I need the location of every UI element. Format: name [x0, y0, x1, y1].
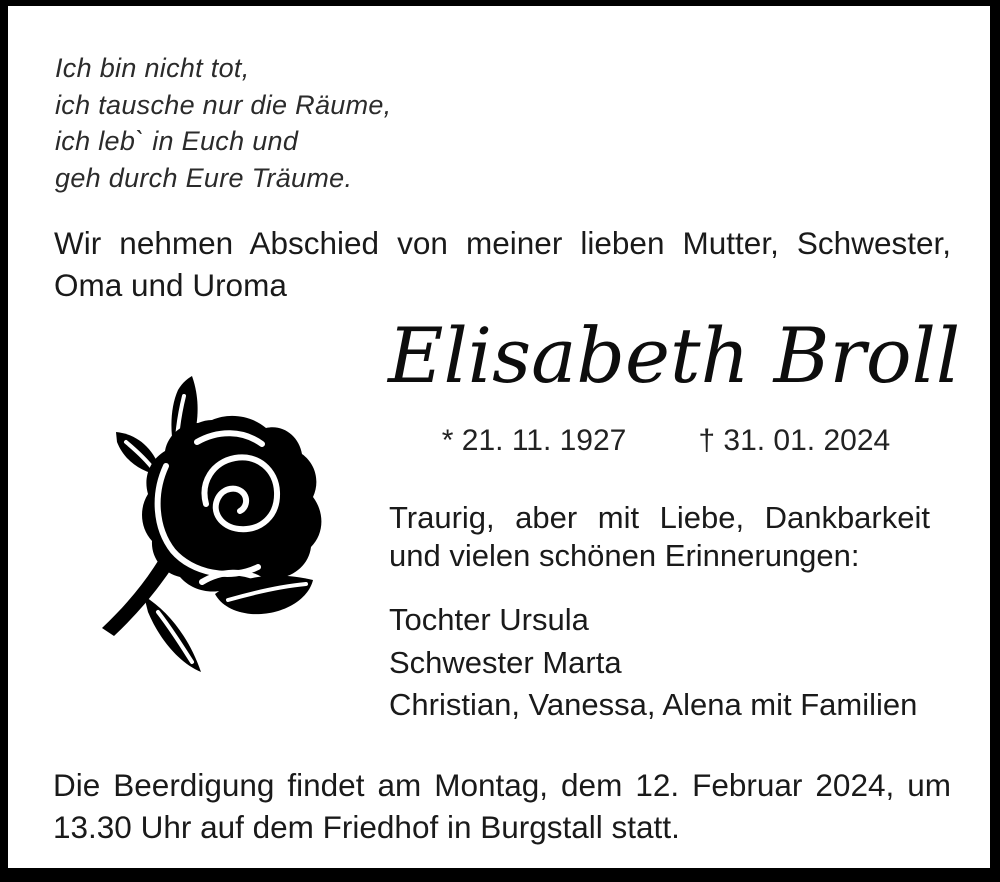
- poem-line: geh durch Eure Träume.: [55, 162, 353, 193]
- tribute-line: und vielen schönen Erinnerungen:: [389, 537, 860, 573]
- poem-line: Ich bin nicht tot,: [55, 53, 250, 83]
- funeral-line: 13.30 Uhr auf dem Friedhof in Burgstall statt.: [53, 809, 680, 845]
- poem-line: ich leb` in Euch und: [55, 126, 299, 156]
- death-date: † 31. 01. 2024: [698, 424, 891, 457]
- life-dates: [388, 424, 944, 458]
- rose-icon: [80, 370, 360, 690]
- farewell-intro-line: Oma und Uroma: [54, 267, 287, 303]
- mourner-item: Schwester Marta: [389, 644, 622, 680]
- funeral-line: Die Beerdigung findet am Montag, dem 12. Februar 2024, um: [53, 767, 951, 803]
- memorial-poem: [55, 50, 391, 196]
- farewell-intro-line: Wir nehmen Abschied von meiner lieben Mutter, Schwester,: [54, 225, 951, 261]
- birth-date: * 21. 11. 1927: [441, 424, 627, 457]
- mourner-item: Christian, Vanessa, Alena mit Familien: [389, 687, 918, 722]
- farewell-intro: [54, 222, 951, 306]
- poem-line: ich tausche nur die Räume,: [55, 89, 392, 120]
- deceased-name: Elisabeth Broll: [388, 311, 961, 400]
- tribute-text: [389, 499, 930, 574]
- funeral-details: [53, 764, 951, 848]
- mourner-list: [389, 599, 949, 727]
- mourner-item: Tochter Ursula: [389, 602, 589, 637]
- tribute-line: Traurig, aber mit Liebe, Dankbarkeit: [389, 500, 930, 535]
